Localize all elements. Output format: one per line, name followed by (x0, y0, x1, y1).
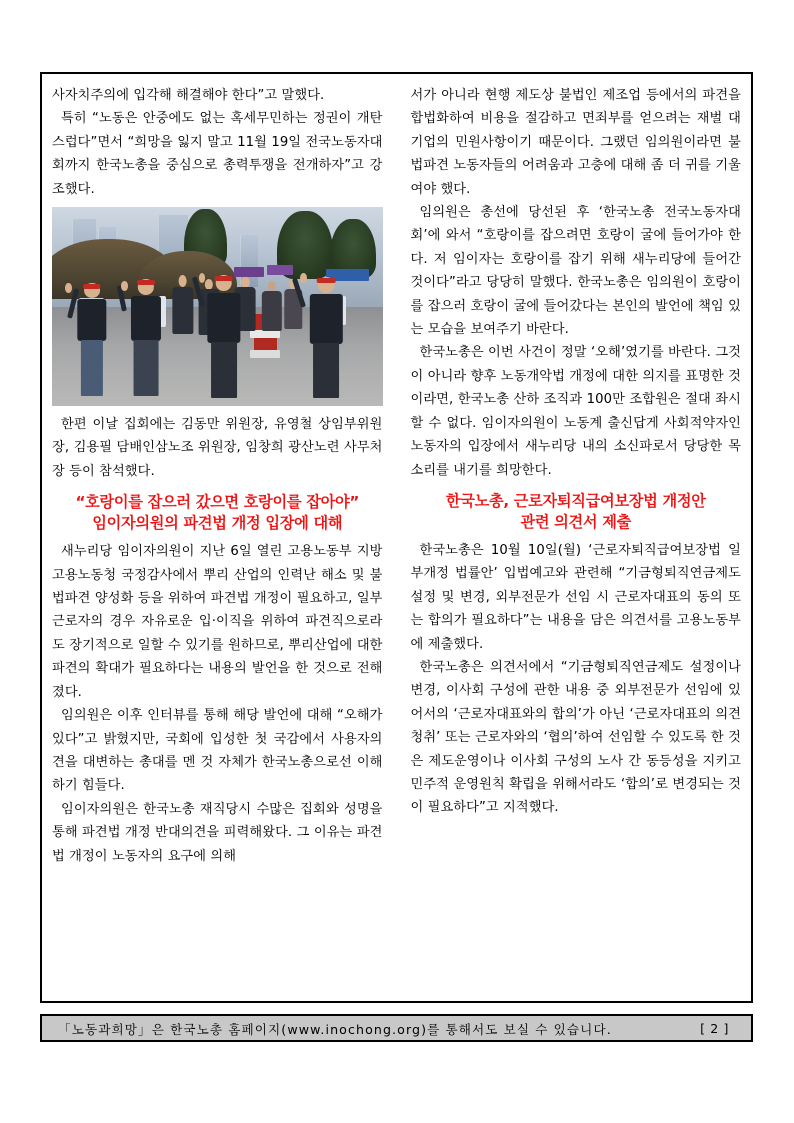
paragraph: 임이자의원은 한국노총 재직당시 수많은 집회와 성명을 통해 파견법 개정 반대의견을 피력해왔다. 그 이유는 파견법 개정이 노동자의 요구에 의해 (52, 801, 383, 864)
left-column (52, 84, 397, 993)
photo-person-front (72, 281, 112, 396)
two-column-layout (42, 74, 751, 1001)
photo-person-vest (310, 294, 342, 343)
photo-person-legs (313, 343, 339, 399)
right-column (397, 84, 742, 993)
photo-person-front (201, 273, 247, 398)
photo-person-front (303, 275, 349, 398)
rally-photo (52, 207, 383, 406)
photo-person-body (262, 291, 282, 331)
paragraph: 새누리당 임이자의원이 지난 6일 열린 고용노동부 지방고용노동청 국정감사에서 뿌리 산업의 인력난 해소 및 불법파견 양성화 등을 위하여 파견법 개정이 필요하고, 일부 근로자의 경우 자유로운 입·이직을 위하여 파견직으로라도 장기적으로 일할 수 있기를 원하므로, 뿌리산업에 대한 파견의 확대가 필요하다는 내용의 발언을 한 것으로 전해졌다. (52, 544, 383, 700)
photo-fist (300, 273, 306, 283)
photo-person (171, 275, 194, 355)
photo-person-legs (81, 340, 103, 397)
photo-banner (267, 265, 293, 275)
paragraph: 서가 아니라 현행 제도상 불법인 제조업 등에서의 파견을 합법화하여 비용을 절감하고 면죄부를 얻으려는 재벌 대기업의 민원사항이기 때문이다. 그랬던 임의원이라면 불법파견 노동자들의 어려움과 고충에 대해 좀 더 귀를 기울여야 했다. (410, 88, 741, 197)
photo-fist (199, 273, 205, 283)
photo-red-headband (317, 278, 336, 283)
photo-person-vest (207, 293, 240, 343)
photo-red-headband (83, 284, 100, 289)
paragraph: 사자치주의에 입각해 해결해야 한다”고 말했다. (52, 88, 325, 103)
photo-person-body (172, 287, 193, 335)
photo-person-legs (211, 342, 237, 398)
headline-line-1: “호랑이를 잡으러 갔으면 호랑이를 잡아야” (75, 493, 360, 512)
photo-fist (65, 283, 71, 293)
paragraph: 특히 “노동은 안중에도 없는 혹세무민하는 정권이 개탄스럽다”면서 “희망을 잃지 말고 11월 19일 전국노동자대회까지 한국노총을 중심으로 총력투쟁을 전개하자”고 강조했다. (52, 111, 383, 197)
headline-line-2: 임이자의원의 파견법 개정 입장에 대해 (92, 514, 343, 533)
content-box (40, 72, 753, 1003)
footer-text: 「노동과희망」은 한국노총 홈페이지(www.inochong.org)를 통해서도 보실 수 있습니다. (58, 1021, 612, 1037)
photo-person (260, 281, 283, 353)
photo-canvas (52, 207, 383, 406)
paragraph: 한국노총은 의견서에서 “기금형퇴직연금제도 설정이나 변경, 이사회 구성에 관한 내용 중 외부전문가 선임에 있어서의 ‘근로자대표와의 합의’가 아닌 ‘근로자대표의 의견청취’ 또는 근로자와의 ‘협의’하여 선임할 수 있도록 한 것은 제도운영이나 이사회 구성의 노사 간 동등성을 지키고 민주적 운영원칙 확립을 위해서라도 ‘합의’로 변경되는 것이 필요하다”고 지적했다. (410, 659, 741, 816)
paragraph: 한편 이날 집회에는 김동만 위원장, 유영철 상임부위원장, 김용필 담배인삼노조 위원장, 임창희 광산노련 사무처장 등이 참석했다. (52, 417, 383, 479)
paragraph: 한국노총은 이번 사건이 정말 ‘오해’였기를 바란다. 그것이 아니라 향후 노동개악법 개정에 대한 의지를 표명한 것이라면, 한국노총 산하 조직과 100만 조합원은 절대 좌시할 수 없다. 임이자의원이 노동계 출신답게 사회적약자인 노동자의 입장에서 새누리당 내의 소신파로서 당당한 목소리를 내기를 희망한다. (410, 345, 741, 478)
photo-person-head (178, 275, 187, 288)
section-headline-pension (411, 491, 742, 533)
page-number: [ 2 ] (700, 1020, 729, 1036)
photo-person-vest (131, 296, 161, 341)
photo-person-legs (134, 340, 159, 396)
photo-red-headband (215, 276, 234, 281)
headline-line-1: 한국노총, 근로자퇴직급여보장법 개정안 (445, 491, 706, 510)
photo-red-headband (137, 280, 155, 285)
paragraph: 임의원은 총선에 당선된 후 ‘한국노총 전국노동자대회’에 와서 “호랑이를 잡으려면 호랑이 굴에 들어가야 한다. 저 임이자는 호랑이를 잡기 위해 새누리당에 들어간 것이다”라고 당당히 말했다. 한국노총은 임의원이 호랑이를 잡으러 호랑이 굴에 들어갔다는 본인의 발언에 책임 있는 모습을 보여주기 바란다. (410, 205, 741, 338)
section-headline-tiger (52, 492, 383, 534)
photo-person-front (125, 277, 168, 396)
paragraph: 한국노총은 10월 10일(월) ‘근로자퇴직급여보장법 일부개정 법률안’ 입법예고와 관련해 “기금형퇴직연금제도 설정 및 변경, 외부전문가 선임 시 근로자대표의 동의 또는 합의가 필요하다”는 내용을 담은 의견서를 고용노동부에 제출했다. (410, 542, 741, 652)
photo-fist (121, 281, 127, 291)
paragraph: 임의원은 이후 인터뷰를 통해 해당 발언에 대해 “오해가 있다”고 밝혔지만, 국회에 입성한 첫 국감에서 사용자의견을 대변하는 총대를 멘 것 자체가 한국노총으로선 이해하기 힘들다. (52, 708, 383, 794)
headline-line-2: 관련 의견서 제출 (520, 512, 632, 531)
footer-bar (40, 1014, 753, 1042)
photo-person-vest (77, 299, 106, 341)
